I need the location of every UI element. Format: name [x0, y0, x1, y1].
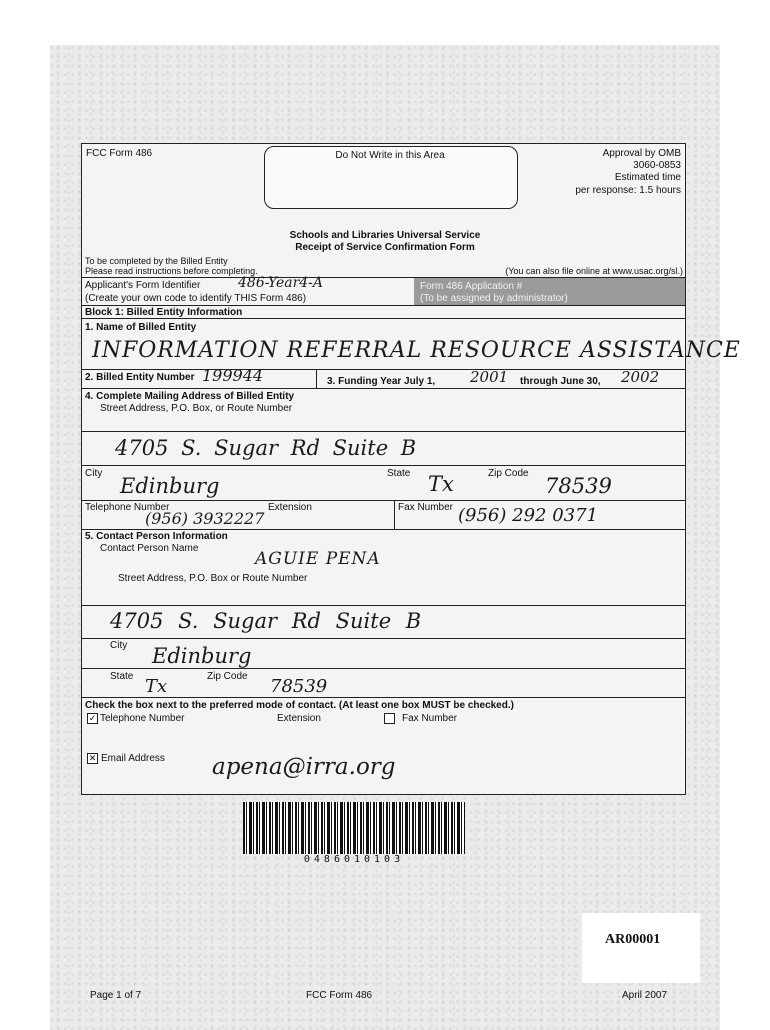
contact-street-value: 4705 S. Sugar Rd Suite B [110, 609, 422, 633]
funding-year-end: 2002 [621, 368, 660, 386]
zip-value: 78539 [545, 474, 612, 498]
form-name: FCC Form 486 [86, 148, 153, 159]
fax-value: (956) 292 0371 [458, 505, 599, 526]
rule [81, 369, 686, 370]
rule [81, 697, 686, 698]
barcode [243, 802, 465, 854]
extension-option-label: Extension [277, 713, 321, 724]
rule [394, 500, 395, 529]
rule [81, 529, 686, 530]
rule [81, 605, 686, 606]
extension-label: Extension [268, 502, 312, 513]
completed-by-note: To be completed by the Billed Entity [85, 256, 228, 266]
telephone-value: (956) 3932227 [145, 509, 265, 528]
street-address-value: 4705 S. Sugar Rd Suite B [115, 436, 417, 460]
contact-zip-label: Zip Code [207, 671, 248, 682]
contact-section-label: 5. Contact Person Information [85, 531, 228, 542]
application-number-label: Form 486 Application # [420, 281, 523, 292]
online-note: (You can also file online at www.usac.org/sl.) [505, 266, 683, 276]
contact-city-value: Edinburg [152, 644, 252, 668]
contact-mode-instruction: Check the box next to the preferred mode of contact. (At least one box MUST be checked.) [85, 700, 514, 711]
rule [81, 431, 686, 432]
do-not-write-label: Do Not Write in this Area [335, 150, 445, 161]
rule [316, 369, 317, 388]
zip-label: Zip Code [488, 468, 529, 479]
contact-state-value: Tx [145, 676, 168, 697]
email-checkbox[interactable]: ✕ [88, 753, 97, 763]
contact-zip-value: 78539 [270, 676, 328, 697]
through-label: through June 30, [520, 376, 601, 387]
approval-line-2: 3060-0853 [633, 160, 681, 171]
rule [81, 465, 686, 466]
state-value: Tx [428, 472, 454, 496]
telephone-option-label: Telephone Number [100, 713, 185, 724]
billed-entity-number-value: 199944 [202, 366, 264, 385]
approval-line-1: Approval by OMB [602, 148, 681, 159]
footer-form: FCC Form 486 [306, 990, 373, 1001]
fax-option-label: Fax Number [402, 713, 458, 724]
bates-stamp: AR00001 [605, 932, 661, 947]
rule [81, 668, 686, 669]
approval-line-3: Estimated time [614, 172, 681, 183]
identifier-note: (Create your own code to identify THIS Form 486) [85, 293, 307, 304]
rule [81, 638, 686, 639]
telephone-label: Telephone Number [85, 502, 170, 513]
fax-checkbox[interactable] [384, 713, 395, 724]
stamp-area [582, 913, 700, 983]
rule [81, 305, 686, 306]
footer-page: Page 1 of 7 [90, 990, 142, 1001]
rule [81, 500, 686, 501]
rule [81, 318, 686, 319]
application-number-note: (To be assigned by administrator) [420, 293, 568, 304]
contact-name-value: AGUIE PENA [255, 549, 381, 569]
footer-date: April 2007 [622, 990, 668, 1001]
city-value: Edinburg [120, 474, 220, 498]
form-title-line-2: Receipt of Service Confirmation Form [295, 242, 475, 253]
barcode-number: 0486010103 [303, 854, 405, 865]
billed-entity-number-label: 2. Billed Entity Number [85, 372, 195, 383]
telephone-checkbox[interactable]: ✓ [88, 713, 97, 723]
contact-street-label: Street Address, P.O. Box or Route Number [118, 573, 308, 584]
fax-label: Fax Number [398, 502, 454, 513]
approval-line-4: per response: 1.5 hours [575, 185, 681, 196]
block-1-title: Block 1: Billed Entity Information [85, 307, 243, 318]
funding-year-start: 2001 [470, 368, 509, 386]
city-label: City [85, 468, 103, 479]
rule [81, 388, 686, 389]
read-instructions-note: Please read instructions before completing. [85, 266, 258, 276]
email-value: apena@irra.org [212, 754, 396, 780]
contact-city-label: City [110, 640, 128, 651]
funding-year-label: 3. Funding Year July 1, [327, 376, 436, 387]
contact-name-label: Contact Person Name [100, 543, 199, 554]
mailing-address-label: 4. Complete Mailing Address of Billed Entity [85, 391, 295, 402]
state-label: State [387, 468, 411, 479]
contact-state-label: State [110, 671, 134, 682]
billed-entity-name-value: INFORMATION REFERRAL RESOURCE ASSISTANCE [92, 338, 741, 363]
identifier-value: 486-Year4-A [238, 275, 324, 291]
street-address-label: Street Address, P.O. Box, or Route Number [100, 403, 293, 414]
identifier-label: Applicant's Form Identifier [85, 280, 201, 291]
form-title-line-1: Schools and Libraries Universal Service [289, 230, 481, 241]
billed-entity-name-label: 1. Name of Billed Entity [85, 322, 197, 333]
email-option-label: Email Address [101, 753, 165, 764]
